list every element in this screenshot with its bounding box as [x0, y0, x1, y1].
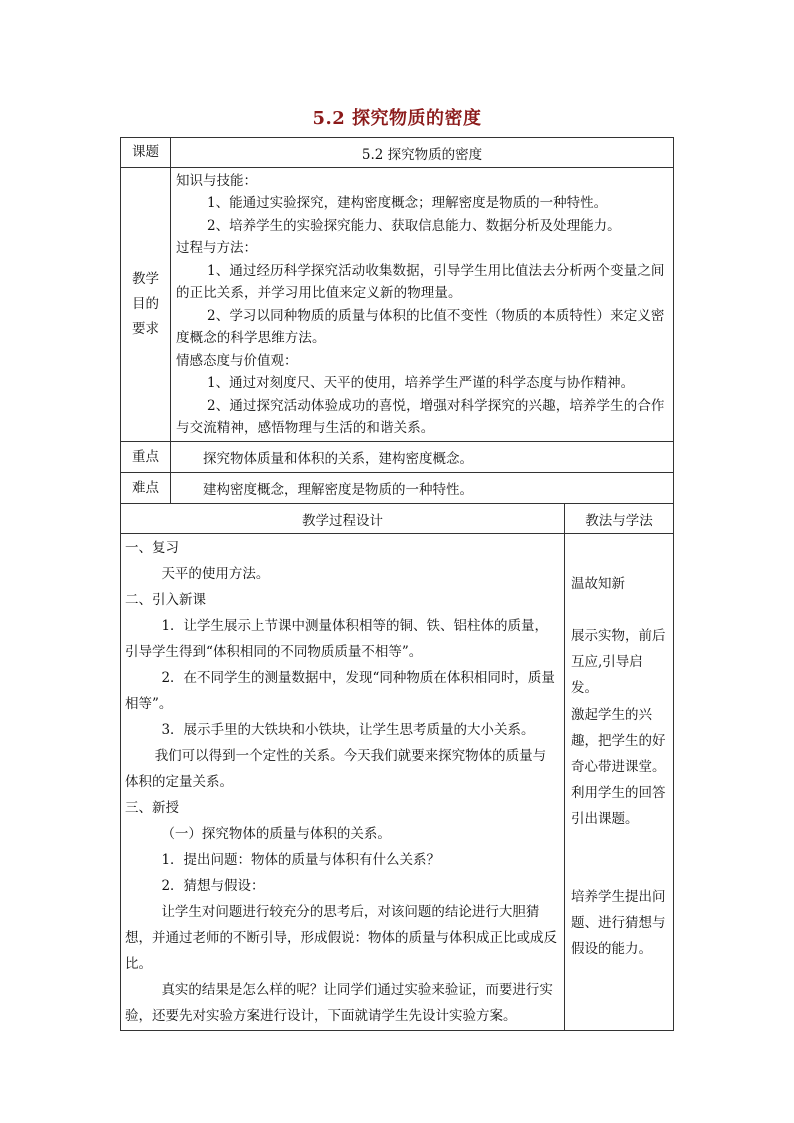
- attitude-item-2: 2、通过探究活动体验成功的喜悦，增强对科学探究的兴趣，培养学生的合作与交流精神，感悟物理与生活的和谐关系。: [176, 397, 665, 436]
- intro-item-3: 3．展示手里的大铁块和小铁块，让学生思考质量的大小关系。: [161, 722, 535, 738]
- knowledge-item-2: 2、培养学生的实验探究能力、获取信息能力、数据分析及处理能力。: [207, 217, 621, 234]
- method-note-3: 激起学生的兴趣，把学生的好奇心带进课堂。利用学生的回答引出课题。: [571, 707, 666, 827]
- new-lesson-paragraph-1: 让学生对问题进行较充分的思考后，对该问题的结论进行大胆猜想，并通过老师的不断引导，形成假说：物体的质量与体积成正比或成反比。: [125, 904, 557, 972]
- key-point-label: 重点: [121, 442, 171, 473]
- review-item: 天平的使用方法。: [161, 566, 270, 582]
- process-method-item-1: 1、通过经历科学探究活动收集数据，引导学生用比值法去分析两个变量之间的正比关系，并学习用比值来定义新的物理量。: [176, 262, 665, 301]
- knowledge-item-1: 1、能通过实验探究，建构密度概念；理解密度是物质的一种特性。: [207, 195, 608, 211]
- topic-value: 5.2 探究物质的密度: [171, 138, 674, 168]
- new-lesson-paragraph-2: 真实的结果是怎么样的呢？让同学们通过实验来验证，而要进行实验，还要先对实验方案进行设计，下面就请学生先设计实验方案。: [125, 982, 553, 1024]
- page-title: 5.2 探究物质的密度: [312, 108, 482, 129]
- difficulty-value: 建构密度概念，理解密度是物质的一种特性。: [171, 473, 674, 504]
- goals-label-line: 目的: [132, 296, 159, 312]
- topic-label: 课题: [121, 138, 171, 168]
- difficulty-row: [121, 473, 674, 504]
- process-method-heading: 过程与方法：: [176, 240, 257, 256]
- process-design-header: 教学过程设计: [121, 504, 565, 534]
- new-lesson-subtitle: （一）探究物体的质量与体积的关系。: [161, 826, 391, 842]
- goals-row: [121, 168, 674, 442]
- attitude-item-1: 1、通过对刻度尺、天平的使用，培养学生严谨的科学态度与协作精神。: [207, 375, 635, 391]
- process-header-row: [121, 504, 674, 534]
- topic-row: [121, 138, 674, 168]
- goals-label: [121, 168, 171, 442]
- key-point-row: [121, 442, 674, 473]
- knowledge-heading: 知识与技能：: [176, 172, 257, 189]
- key-point-value: 探究物体质量和体积的关系，建构密度概念。: [171, 442, 674, 473]
- new-lesson-item-1: 1．提出问题：物体的质量与体积有什么关系？: [161, 852, 441, 868]
- process-content: [121, 534, 565, 1031]
- section-review: 一、复习: [125, 540, 179, 556]
- intro-item-2: 2．在不同学生的测量数据中，发现“同种物质在体积相同时，质量相等”。: [125, 670, 555, 712]
- new-lesson-item-2: 2．猜想与假设：: [161, 878, 265, 894]
- difficulty-label: 难点: [121, 473, 171, 504]
- goals-content: [171, 168, 674, 442]
- method-content: [565, 534, 674, 1031]
- goals-label-line: 教学: [132, 271, 159, 287]
- intro-item-4: 我们可以得到一个定性的关系。今天我们就要来探究物体的质量与体积的定量关系。: [125, 748, 547, 790]
- method-header: 教法与学法: [565, 504, 674, 534]
- goals-label-line: 要求: [132, 321, 159, 337]
- attitude-heading: 情感态度与价值观：: [176, 352, 298, 369]
- section-intro: 二、引入新课: [125, 592, 206, 608]
- lesson-plan-table: [120, 137, 674, 1031]
- section-new-lesson: 三、新授: [125, 800, 179, 816]
- method-note-4: 培养学生提出问题、进行猜想与假设的能力。: [571, 889, 666, 957]
- process-row: [121, 534, 674, 1031]
- method-note-2: 展示实物，前后互应,引导启发。: [571, 628, 666, 696]
- process-method-item-2: 2、学习以同种物质的质量与体积的比值不变性（物质的本质特性）来定义密度概念的科学思维方法。: [176, 307, 665, 346]
- method-note-1: 温故知新: [571, 576, 625, 592]
- intro-item-1: 1．让学生展示上节课中测量体积相等的铜、铁、铝柱体的质量，引导学生得到“体积相同的不同物质质量不相等”。: [125, 618, 549, 660]
